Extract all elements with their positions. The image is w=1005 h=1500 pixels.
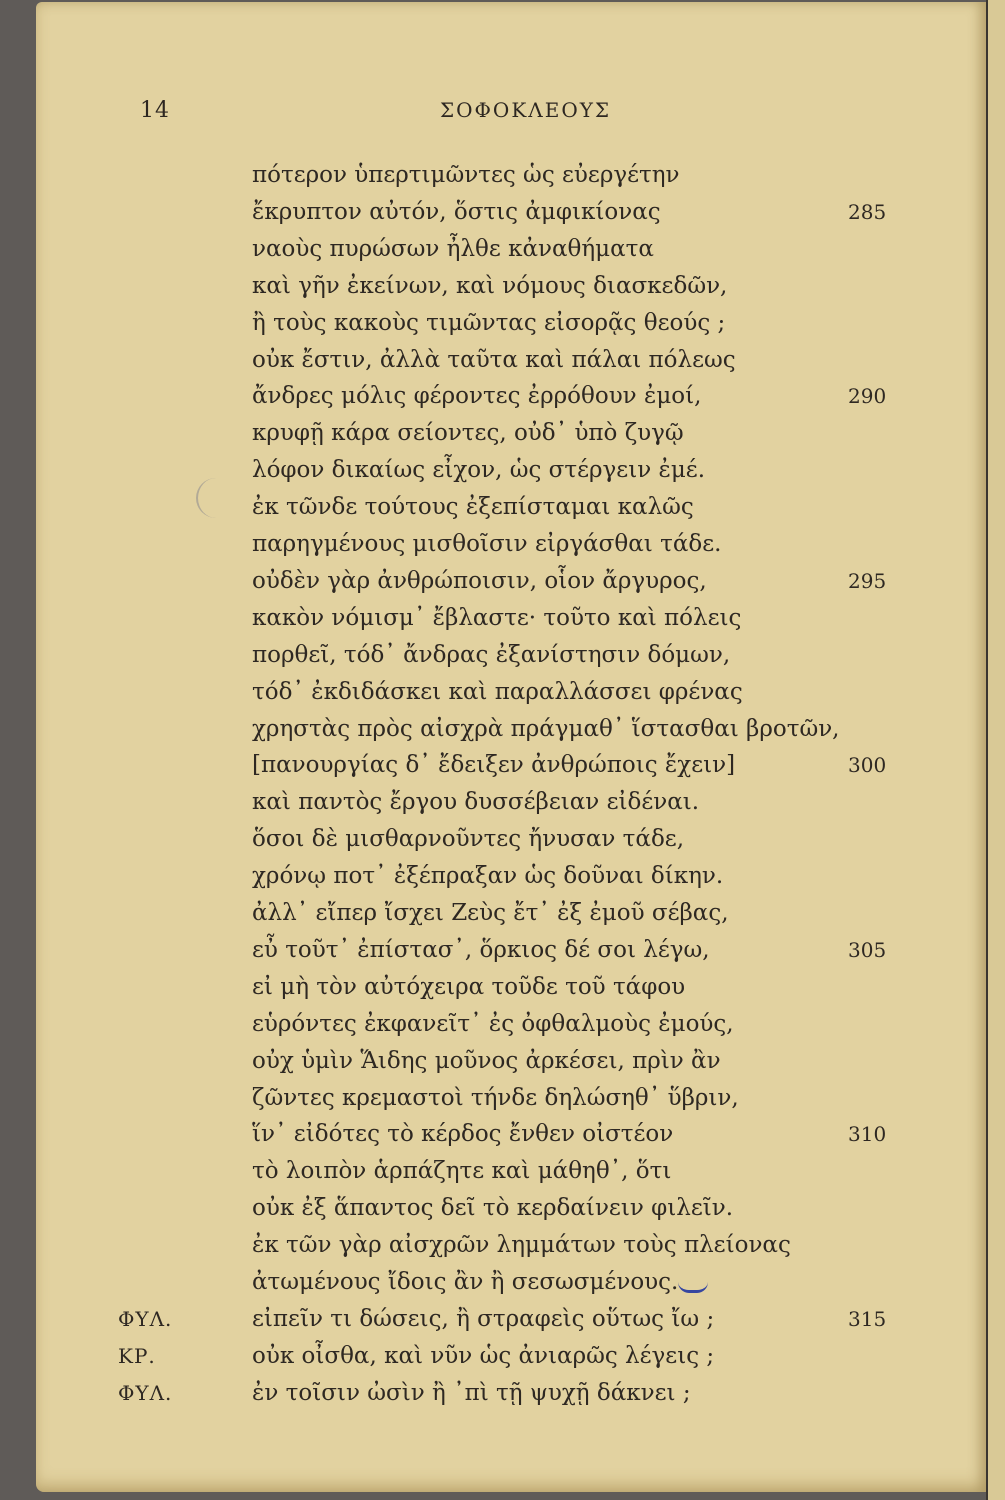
verse-text: εἰ μὴ τὸν αὐτόχειρα τοῦδε τοῦ τάφου — [252, 973, 686, 1000]
verse-text: τόδ᾽ ἐκδιδάσκει καὶ παραλλάσσει φρένας — [252, 678, 743, 705]
speaker-label: ΦΥΛ. — [118, 1380, 173, 1405]
line-number: 290 — [848, 384, 887, 409]
verse-text: οὐκ ἐξ ἅπαντος δεῖ τὸ κερδαίνειν φιλεῖν. — [252, 1195, 734, 1222]
running-title: ΣΟΦΟΚΛΕΟΥΣ — [440, 98, 612, 122]
verse-text: ἄνδρες μόλις φέροντες ἐρρόθουν ἐμοί, — [252, 383, 702, 410]
verse-text: ἀτωμένους ἴδοις ἂν ἢ σεσωσμένους. — [252, 1269, 679, 1295]
line-number: 300 — [848, 753, 887, 778]
verse-text: παρηγμένους μισθοῖσιν εἰργάσθαι τάδε. — [252, 531, 722, 557]
verse-text: ἐκ τῶν γὰρ αἰσχρῶν λημμάτων τοὺς πλείονας — [252, 1232, 791, 1259]
verse-text: ναοὺς πυρώσων ἦλθε κἀναθήματα — [252, 235, 654, 262]
verse-text: ἵν᾽ εἰδότες τὸ κέρδος ἔνθεν οἰστέον — [252, 1121, 674, 1148]
verse-text: εὑρόντες ἐκφανεῖτ᾽ ἐς ὀφθαλμοὺς ἐμούς, — [252, 1010, 734, 1037]
verse-text: εἰπεῖν τι δώσεις, ἢ στραφεὶς οὕτως ἴω ; — [252, 1305, 715, 1332]
verse-text: κακὸν νόμισμ᾽ ἔβλαστε· τοῦτο καὶ πόλεις — [252, 604, 742, 631]
adjacent-page-edge — [986, 0, 1005, 1500]
verse-text: λόφον δικαίως εἶχον, ὡς στέργειν ἐμέ. — [252, 457, 706, 484]
verse-text: οὐκ οἶσθα, καὶ νῦν ὡς ἀνιαρῶς λέγεις ; — [252, 1342, 715, 1369]
speaker-label: ΦΥΛ. — [118, 1306, 173, 1331]
verse-text: κρυφῇ κάρα σείοντες, οὐδ᾽ ὑπὸ ζυγῷ — [252, 420, 684, 447]
verse-text: οὐδὲν γὰρ ἀνθρώποισιν, οἷον ἄργυρος, — [252, 567, 707, 594]
line-number: 315 — [848, 1306, 887, 1331]
page-number: 14 — [140, 98, 170, 123]
verse-text: χρηστὰς πρὸς αἰσχρὰ πράγμαθ᾽ ἵστασθαι βροτῶν, — [252, 715, 840, 742]
verse-text: ἢ τοὺς κακοὺς τιμῶντας εἰσορᾷς θεούς ; — [252, 309, 726, 336]
verse-text: ὅσοι δὲ μισθαρνοῦντες ἤνυσαν τάδε, — [252, 826, 685, 853]
verse-text: καὶ γῆν ἐκείνων, καὶ νόμους διασκεδῶν, — [252, 272, 728, 299]
verse-text: ἀλλ᾽ εἴπερ ἴσχει Ζεὺς ἔτ᾽ ἐξ ἐμοῦ σέβας, — [252, 900, 729, 926]
verse-text: ζῶντες κρεμαστοὶ τήνδε δηλώσηθ᾽ ὕβριν, — [252, 1084, 739, 1111]
line-number: 295 — [848, 568, 887, 593]
verse-text: ἐν τοῖσιν ὠσὶν ἢ ᾽πὶ τῇ ψυχῇ δάκνει ; — [252, 1379, 691, 1406]
line-number: 305 — [848, 937, 887, 962]
verse-text: ἔκρυπτον αὐτόν, ὅστις ἀμφικίονας — [252, 198, 661, 225]
verse-text: πορθεῖ, τόδ᾽ ἄνδρας ἐξανίστησιν δόμων, — [252, 641, 731, 668]
verse-text: ἐκ τῶνδε τούτους ἐξεπίσταμαι καλῶς — [252, 494, 694, 521]
line-number: 285 — [848, 199, 887, 224]
verse-text: εὖ τοῦτ᾽ ἐπίστασ᾽, ὅρκιος δέ σοι λέγω, — [252, 936, 710, 963]
verse-text: τὸ λοιπὸν ἁρπάζητε καὶ μάθηθ᾽, ὅτι — [252, 1158, 672, 1185]
verse-text: οὐκ ἔστιν, ἀλλὰ ταῦτα καὶ πάλαι πόλεως — [252, 346, 736, 373]
speaker-label: ΚΡ. — [118, 1343, 156, 1368]
line-number: 310 — [848, 1122, 887, 1147]
verse-text: πότερον ὑπερτιμῶντες ὡς εὐεργέτην — [252, 162, 680, 188]
verse-text: οὐχ ὑμὶν Ἅιδης μοῦνος ἀρκέσει, πρὶν ἂν — [252, 1047, 721, 1074]
verse-text: χρόνῳ ποτ᾽ ἐξέπραξαν ὡς δοῦναι δίκην. — [252, 863, 724, 890]
verse-text: καὶ παντὸς ἔργου δυσσέβειαν εἰδέναι. — [252, 789, 700, 816]
verse-text: [πανουργίας δ᾽ ἔδειξεν ἀνθρώποις ἔχειν] — [252, 752, 736, 779]
